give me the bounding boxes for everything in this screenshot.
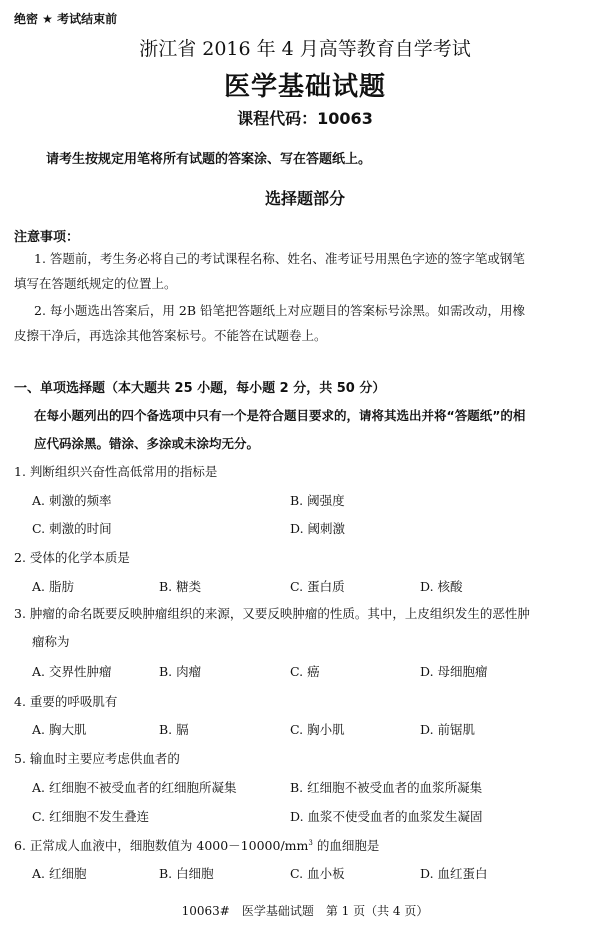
option-c: C. 胸小肌 bbox=[290, 722, 345, 737]
question-stem: 1. 判断组织兴奋性高低常用的指标是 bbox=[14, 464, 218, 479]
option-c: C. 刺激的时间 bbox=[32, 521, 112, 536]
question-stem-continued: 瘤称为 bbox=[32, 634, 70, 649]
note-item-1-line-1: 1. 答题前，考生务必将自己的考试课程名称、姓名、准考证号用黑色字迹的签字笔或钢笔 bbox=[34, 251, 525, 266]
option-d: D. 血红蛋白 bbox=[420, 866, 488, 881]
option-c: C. 血小板 bbox=[290, 866, 345, 881]
option-c: C. 红细胞不发生叠连 bbox=[32, 809, 150, 824]
option-a: A. 胸大肌 bbox=[32, 722, 87, 737]
option-d: D. 母细胞瘤 bbox=[420, 664, 488, 679]
option-a: A. 交界性肿瘤 bbox=[32, 664, 112, 679]
part1-heading: 一、单项选择题（本大题共 25 小题，每小题 2 分，共 50 分） bbox=[14, 381, 386, 396]
option-a: A. 红细胞不被受血者的红细胞所凝集 bbox=[32, 780, 237, 795]
section-heading: 选择题部分 bbox=[264, 189, 345, 208]
part1-instruction-line-1: 在每小题列出的四个备选项中只有一个是符合题目要求的，请将其选出并将“答题纸”的相 bbox=[34, 408, 526, 423]
option-d: D. 血浆不使受血者的血浆发生凝固 bbox=[290, 809, 483, 824]
option-b: B. 肉瘤 bbox=[159, 664, 202, 679]
option-b: B. 膈 bbox=[159, 722, 189, 737]
option-a: A. 红细胞 bbox=[32, 866, 87, 881]
page-title: 医学基础试题 bbox=[223, 72, 386, 102]
question-stem bbox=[14, 836, 379, 854]
option-c: C. 蛋白质 bbox=[290, 579, 345, 594]
question-stem-tail: 的血细胞是 bbox=[312, 838, 380, 853]
option-d: D. 前锯肌 bbox=[420, 722, 476, 737]
page-footer: 10063# 医学基础试题 第 1 页（共 4 页） bbox=[181, 904, 429, 918]
option-b: B. 阈强度 bbox=[290, 493, 345, 508]
option-b: B. 白细胞 bbox=[159, 866, 214, 881]
part1-instruction-line-2: 应代码涂黑。错涂、多涂或未涂均无分。 bbox=[34, 436, 260, 451]
confidential-mark: 绝密 ★ 考试结束前 bbox=[14, 12, 118, 26]
superscript-exponent: 3 bbox=[308, 838, 313, 847]
note-item-2-line-1: 2. 每小题选出答案后，用 2B 铅笔把答题纸上对应题目的答案标号涂黑。如需改动，用橡 bbox=[34, 303, 525, 318]
option-b: B. 红细胞不被受血者的血浆所凝集 bbox=[290, 780, 483, 795]
note-item-2-line-2: 皮擦干净后，再选涂其他答案标号。不能答在试题卷上。 bbox=[14, 328, 327, 343]
exam-line: 浙江省 2016 年 4 月高等教育自学考试 bbox=[139, 38, 471, 60]
option-a: A. 脂肪 bbox=[32, 579, 74, 594]
question-stem-text: 6. 正常成人血液中，细胞数值为 4000－10000/mm bbox=[14, 838, 309, 853]
option-d: D. 阈刺激 bbox=[290, 521, 346, 536]
option-a: A. 刺激的频率 bbox=[32, 493, 112, 508]
option-c: C. 癌 bbox=[290, 664, 320, 679]
notes-label: 注意事项： bbox=[14, 230, 80, 245]
general-instruction: 请考生按规定用笔将所有试题的答案涂、写在答题纸上。 bbox=[46, 152, 372, 167]
course-code: 课程代码：10063 bbox=[237, 109, 373, 128]
question-stem: 3. 肿瘤的命名既要反映肿瘤组织的来源，又要反映肿瘤的性质。其中，上皮组织发生的恶性肿 bbox=[14, 606, 530, 621]
question-stem: 4. 重要的呼吸肌有 bbox=[14, 694, 118, 709]
option-b: B. 糖类 bbox=[159, 579, 202, 594]
question-stem: 5. 输血时主要应考虑供血者的 bbox=[14, 751, 180, 766]
option-d: D. 核酸 bbox=[420, 579, 463, 594]
question-stem: 2. 受体的化学本质是 bbox=[14, 550, 130, 565]
note-item-1-line-2: 填写在答题纸规定的位置上。 bbox=[14, 276, 177, 291]
